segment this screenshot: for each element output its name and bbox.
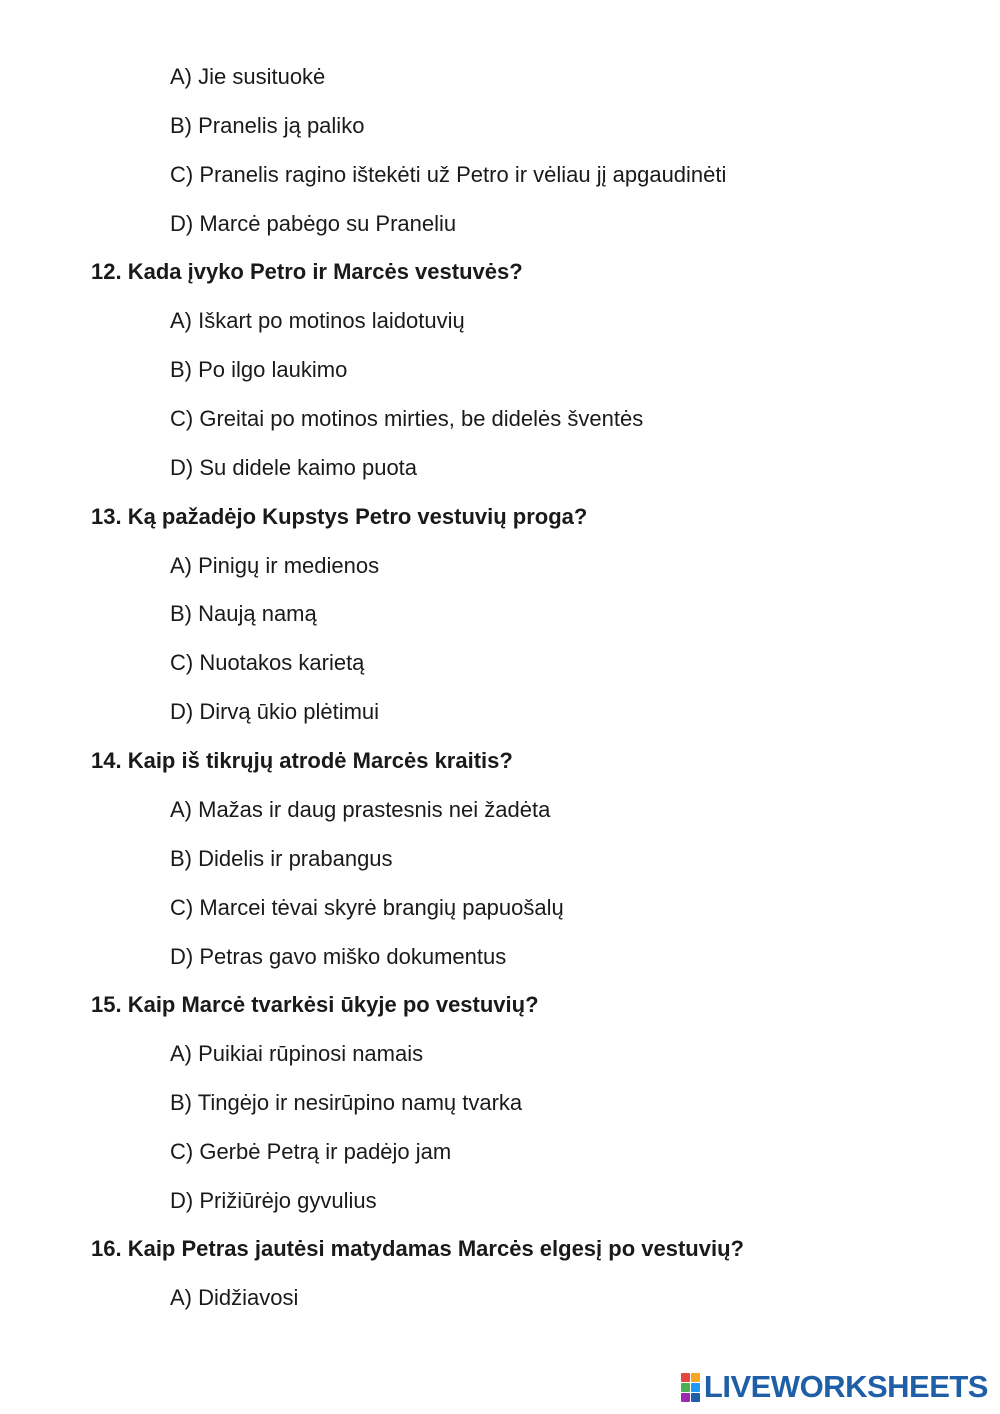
logo-tile — [681, 1383, 690, 1392]
liveworksheets-logo[interactable] — [681, 1370, 988, 1404]
answer-option: D) Marcė pabėgo su Praneliu — [170, 211, 457, 236]
answer-option: B) Po ilgo laukimo — [170, 357, 348, 382]
answer-option: B) Tingėjo ir nesirūpino namų tvarka — [170, 1090, 523, 1115]
logo-tile — [681, 1373, 690, 1382]
question-15: 15. Kaip Marcė tvarkėsi ūkyje po vestuvių? — [91, 992, 539, 1017]
answer-option: A) Puikiai rūpinosi namais — [170, 1041, 424, 1066]
answer-option: C) Gerbė Petrą ir padėjo jam — [170, 1139, 452, 1164]
answer-option: C) Marcei tėvai skyrė brangių papuošalų — [170, 895, 564, 920]
answer-option: D) Petras gavo miško dokumentus — [170, 944, 507, 969]
answer-option: B) Naują namą — [170, 601, 317, 626]
logo-tile — [691, 1373, 700, 1382]
answer-option: A) Didžiavosi — [170, 1285, 299, 1310]
answer-option: D) Dirvą ūkio plėtimui — [170, 699, 380, 724]
answer-option: B) Didelis ir prabangus — [170, 846, 393, 871]
answer-option: C) Greitai po motinos mirties, be didelės šventės — [170, 406, 644, 431]
logo-tile — [691, 1383, 700, 1392]
logo-tile — [681, 1393, 690, 1402]
answer-option: A) Mažas ir daug prastesnis nei žadėta — [170, 797, 551, 822]
answer-option: C) Nuotakos karietą — [170, 650, 365, 675]
question-14: 14. Kaip iš tikrųjų atrodė Marcės kraitis? — [91, 748, 513, 773]
answer-option: C) Pranelis ragino ištekėti už Petro ir vėliau jį apgaudinėti — [170, 162, 727, 187]
answer-option: A) Pinigų ir medienos — [170, 553, 380, 578]
liveworksheets-logo-icon — [681, 1373, 700, 1402]
question-12: 12. Kada įvyko Petro ir Marcės vestuvės? — [91, 259, 523, 284]
question-16: 16. Kaip Petras jautėsi matydamas Marcės elgesį po vestuvių? — [91, 1236, 744, 1261]
answer-option: A) Iškart po motinos laidotuvių — [170, 308, 465, 333]
logo-tile — [691, 1393, 700, 1402]
answer-option: D) Prižiūrėjo gyvulius — [170, 1188, 377, 1213]
logo-text: LIVEWORKSHEETS — [703, 1369, 988, 1404]
answer-option: A) Jie susituokė — [170, 64, 326, 89]
answer-option: B) Pranelis ją paliko — [170, 113, 365, 138]
answer-option: D) Su didele kaimo puota — [170, 455, 418, 480]
question-13: 13. Ką pažadėjo Kupstys Petro vestuvių proga? — [91, 504, 588, 529]
